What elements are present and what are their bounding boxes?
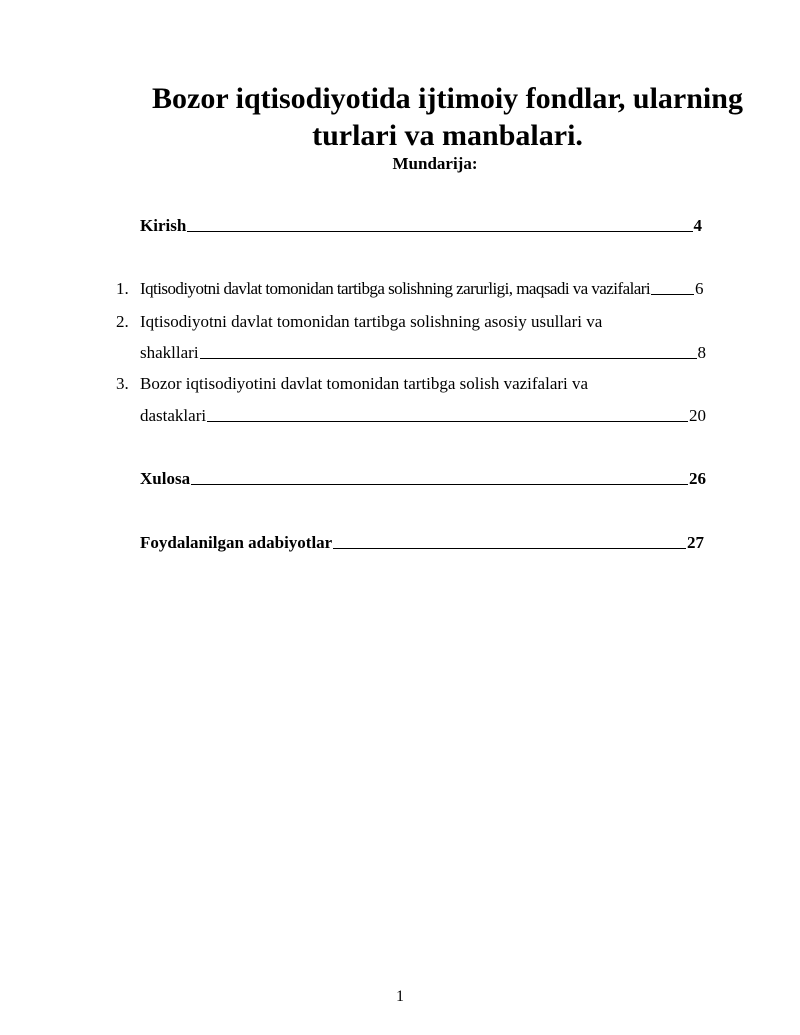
toc-entry-page: 6 [695, 279, 703, 298]
toc-entry-item1 [140, 279, 703, 299]
toc-entry-references [140, 533, 704, 553]
toc-entry-label: Kirish [140, 216, 187, 235]
toc-entry-page: 26 [689, 469, 706, 488]
toc-entry-page: 8 [697, 343, 706, 362]
toc-entry-intro [140, 216, 702, 236]
toc-entry-item3-line1: Bozor iqtisodiyotini davlat tomonidan tartibga solish vazifalari va [140, 374, 589, 393]
toc-entry-label: Xulosa [140, 469, 191, 488]
toc-item-number: 3. [116, 374, 129, 393]
toc-item-number: 1. [116, 279, 129, 298]
toc-entry-item3 [140, 406, 706, 426]
toc-entry-label: Iqtisodiyotni davlat tomonidan tartibga solishning zarurligi, maqsadi va vazifalari [140, 279, 651, 298]
toc-entry-label: shakllari [140, 343, 199, 362]
toc-leader-line [333, 548, 686, 549]
toc-entry-item2 [140, 343, 706, 363]
toc-leader-line [207, 421, 688, 422]
toc-entry-label: dastaklari [140, 406, 207, 425]
toc-leader-line [651, 294, 694, 295]
toc-leader-line [191, 484, 688, 485]
toc-item-number: 2. [116, 312, 129, 331]
toc-entry-item2-line1: Iqtisodiyotni davlat tomonidan tartibga solishning asosiy usullari va [140, 312, 603, 331]
toc-entry-page: 27 [687, 533, 704, 552]
toc-entry-page: 4 [693, 216, 702, 235]
toc-leader-line [187, 231, 692, 232]
toc-leader-line [200, 358, 697, 359]
document-title: Bozor iqtisodiyotida ijtimoiy fondlar, ularning turlari va manbalari. [152, 82, 743, 152]
toc-entry-page: 20 [689, 406, 706, 425]
toc-entry-conclusion [140, 469, 706, 489]
toc-entry-label: Foydalanilgan adabiyotlar [140, 533, 333, 552]
page-number: 1 [396, 988, 404, 1005]
toc-heading: Mundarija: [392, 154, 478, 173]
